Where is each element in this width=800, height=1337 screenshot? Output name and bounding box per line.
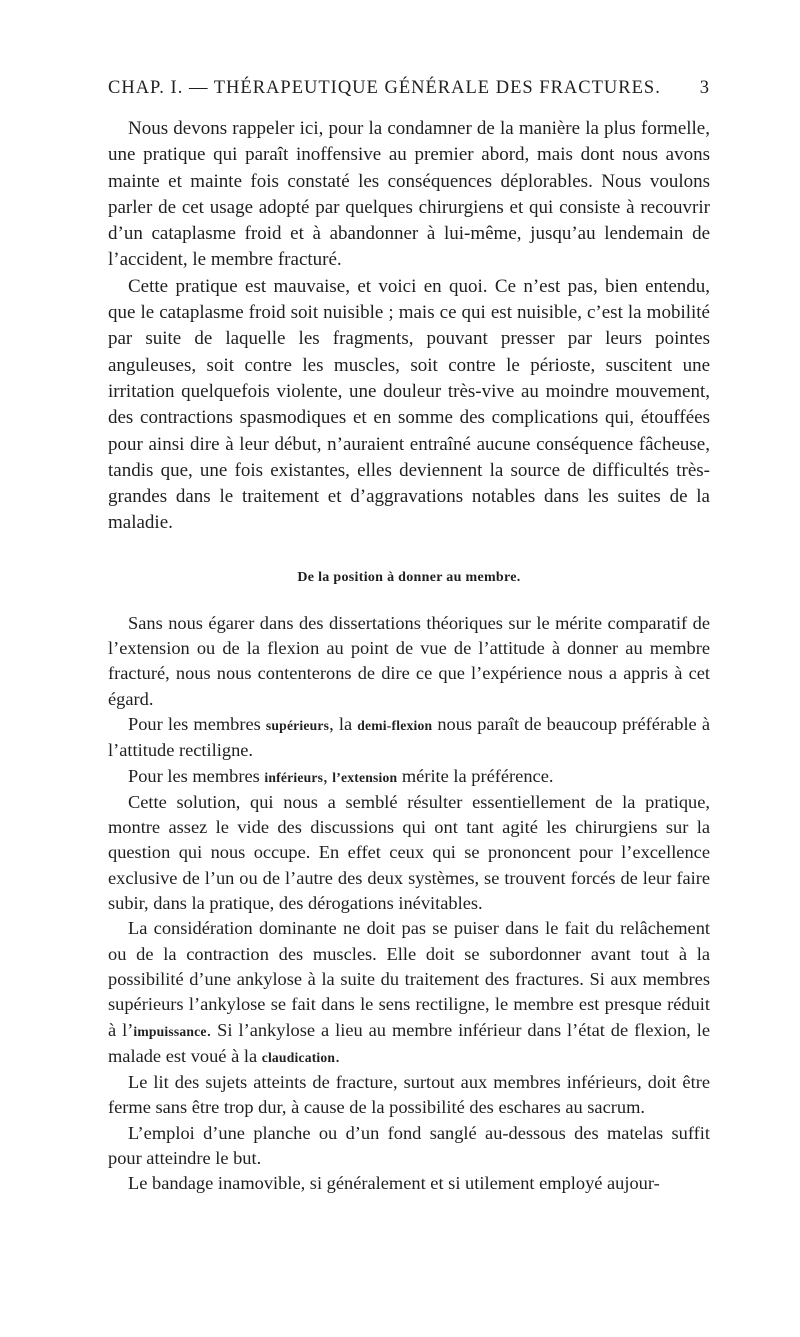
emphasis-term: supérieurs [265,717,330,733]
emphasis-term: inférieurs [264,769,324,785]
text-run: La considération dominante ne doit pas se puiser dans le fait du relâchement ou de la contraction des muscles. Elle doit se subordonner avant tout à la possibilité d’une ankylose à la suite du traitement des fractures. Si aux membres supérieurs l’ankylose se fait dans le sens rectiligne, le membre est presque réduit à l’ [108,918,710,1040]
section-heading: De la position à donner au membre. [297,569,521,585]
paragraph: Cette pratique est mauvaise, et voici en quoi. Ce n’est pas, bien entendu, que le cataplasme froid soit nuisible ; mais ce qui est nuisible, c’est la mobilité par suite de laquelle les fragments, pouvant presser par leurs pointes anguleuses, soit contre les muscles, soit contre le périoste, suscitent une irritation quelquefois violente, une douleur très-vive au moindre mouvement, des contractions spasmodiques et en somme des complications qui, étouffées pour ainsi dire à leur début, n’auraient entraîné aucune conséquence fâcheuse, tandis que, une fois existantes, elles deviennent la source de difficultés très-grandes dans le traitement et d’aggravations notables dans les suites de la maladie. [108,275,710,534]
paragraph: Le lit des sujets atteints de fracture, surtout aux membres inférieurs, doit être ferme sans être trop dur, à cause de la possibilité des eschares au sacrum. [108,1072,710,1118]
emphasis-term: claudication [261,1049,336,1065]
text-run: Pour les membres [128,713,266,734]
text-run: nous paraît de beaucoup préférable à l’attitude rectiligne. [108,713,710,761]
paragraph: Cette solution, qui nous a semblé résulter essentiellement de la pratique, montre assez le vide des discussions qui ont tant agité les chirurgiens sur la question qui nous occupe. En effet ceux qui se prononcent pour l’excellence exclusive de l’un ou de l’autre des deux systèmes, se trouvent forcés de leur faire subir, dans la pratique, des dérogations inévitables. [108,791,710,914]
text-run: . [335,1045,340,1066]
page-number: 3 [699,78,710,98]
text-run: mérite la préférence. [397,765,554,786]
paragraph [108,764,710,790]
book-page [108,78,710,1197]
emphasis-term: demi-flexion [357,717,433,733]
text-run: , la [329,713,358,734]
running-title: CHAP. I. — THÉRAPEUTIQUE GÉNÉRALE DES FRACTURES. [108,78,661,98]
paragraph [108,712,710,764]
text-run: Pour les membres [128,765,265,786]
paragraph [108,916,710,1070]
paragraph: Nous devons rappeler ici, pour la condamner de la manière la plus formelle, une pratique qui paraît inoffensive au premier abord, mais dont nous avons mainte et mainte fois constaté les conséquences déplorables. Nous voulons parler de cet usage adopté par quelques chirurgiens et qui consiste à recouvrir d’un cataplasme froid et à abandonner à lui-même, jusqu’au lendemain de l’accident, le membre fracturé. [108,118,710,271]
text-run: . Si l’ankylose a lieu au membre inférieur dans l’état de flexion, le malade est voué à la [108,1019,710,1066]
paragraph: Le bandage inamovible, si généralement et si utilement employé aujour- [128,1173,660,1194]
emphasis-term: l’extension [332,769,398,785]
emphasis-term: impuissance [133,1023,207,1039]
running-header [108,78,710,102]
paragraph: Sans nous égarer dans des dissertations théoriques sur le mérite comparatif de l’extension ou de la flexion au point de vue de l’attitude à donner au membre fracturé, nous nous contenterons de dire ce que l’expérience nous a appris à cet égard. [108,612,710,709]
paragraph: L’emploi d’une planche ou d’un fond sanglé au-dessous des matelas suffit pour atteindre le but. [108,1122,710,1168]
text-run: , [323,765,333,786]
